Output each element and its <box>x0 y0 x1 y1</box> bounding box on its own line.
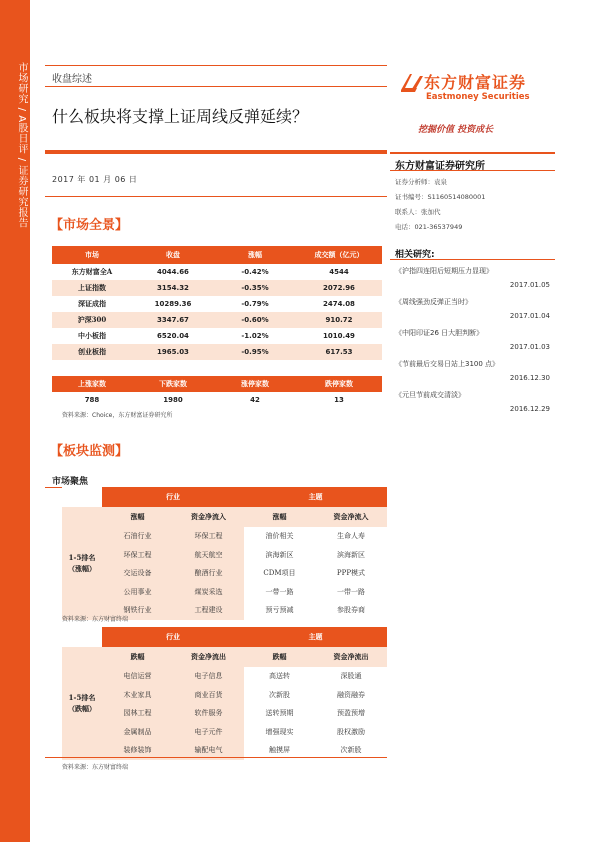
table-row <box>62 546 387 565</box>
column-header: 下跌家数 <box>132 376 214 392</box>
theme-outflow: 预盈预增 <box>337 709 365 718</box>
table-row <box>52 312 382 328</box>
sub-header: 涨幅 <box>102 507 173 527</box>
theme-inflow: 参股券商 <box>337 606 365 615</box>
page-title: 什么板块将支撑上证周线反弹延续？ <box>52 107 309 126</box>
breadth-header-row <box>52 376 382 392</box>
industry-inflow: 环保工程 <box>173 527 244 546</box>
table-row <box>52 344 382 360</box>
market-name: 创业板指 <box>52 344 132 360</box>
institute-rule <box>390 152 555 154</box>
turnover-value: 2072.96 <box>296 280 382 296</box>
change-value: -0.79% <box>241 300 269 308</box>
turnover-value: 617.53 <box>296 344 382 360</box>
table-row <box>52 392 382 408</box>
industry-outflow: 输配电气 <box>173 741 244 760</box>
decline-count: 1980 <box>163 396 183 404</box>
market-name: 沪深300 <box>52 312 132 328</box>
industry-gainer: 环保工程 <box>102 546 173 565</box>
breadth-table <box>52 376 382 408</box>
related-item-date: 2017.01.04 <box>509 312 550 320</box>
column-header: 涨停家数 <box>214 376 296 392</box>
industry-loser: 金属制品 <box>102 723 173 742</box>
contact-info: 联系人：张加代 <box>395 208 441 216</box>
table-row <box>52 296 382 312</box>
rank-label: 1-5排名（涨幅） <box>62 507 102 620</box>
theme-inflow: 滨海新区 <box>337 550 365 559</box>
market-name: 东方财富全A <box>71 267 113 276</box>
sub-header: 资金净流出 <box>315 647 387 667</box>
phone-info: 电话：021-36537949 <box>395 223 463 231</box>
sub-header: 跌幅 <box>102 647 173 667</box>
related-item-title[interactable]: 《节前最后交易日站上3100 点》 <box>395 360 500 368</box>
section-label: 收盘综述 <box>52 74 92 85</box>
losers-table <box>62 627 387 760</box>
close-value: 4044.66 <box>157 268 189 276</box>
sub-header-row <box>62 507 387 527</box>
group-header-row <box>62 627 387 647</box>
column-header: 收盘 <box>132 246 214 264</box>
market-heading: 【市场全景】 <box>50 218 129 233</box>
industry-loser: 电信运营 <box>102 667 173 686</box>
column-header: 成交额（亿元） <box>296 246 382 264</box>
sub-header: 资金净流入 <box>173 507 244 527</box>
theme-inflow: PPP模式 <box>336 569 366 578</box>
close-value: 10289.36 <box>154 300 192 308</box>
column-header: 市场 <box>52 246 132 264</box>
rank-label: 1-5排名（跌幅） <box>62 647 102 760</box>
column-header: 跌停家数 <box>296 376 382 392</box>
related-item-title[interactable]: 《中阳印证26 日大胆判断》 <box>395 329 484 337</box>
industry-outflow: 电子元件 <box>173 723 244 742</box>
theme-loser: 增强现实 <box>265 727 294 736</box>
change-value: -0.95% <box>214 344 296 360</box>
turnover-value: 2474.08 <box>323 300 355 308</box>
related-item-date: 2016.12.30 <box>509 374 550 382</box>
table-row <box>62 527 387 546</box>
market-name: 中小板指 <box>78 331 106 340</box>
theme-outflow: 深股通 <box>340 672 362 681</box>
industry-loser: 装修装饰 <box>102 741 173 760</box>
brand-name-cn: 东方财富证券 <box>424 73 527 92</box>
group-header: 行业 <box>102 627 244 647</box>
close-value: 6520.04 <box>157 332 189 340</box>
table-row <box>62 686 387 705</box>
related-title: 相关研究: <box>395 250 435 260</box>
table-row <box>52 280 382 296</box>
sub-header: 资金净流出 <box>173 647 244 667</box>
related-item-date: 2017.01.03 <box>509 343 550 351</box>
limit-up-count: 42 <box>250 396 260 404</box>
market-name: 上证指数 <box>52 280 132 296</box>
institute-name: 东方财富证券研究所 <box>395 161 485 172</box>
sidebar-text: 市场研究 / A股日评 / 证券研究报告 <box>16 62 27 229</box>
change-value: -1.02% <box>241 332 269 340</box>
theme-loser: 触摸屏 <box>269 746 290 755</box>
cert-info: 证书编号：S1160514080001 <box>395 193 486 201</box>
sub-header-row <box>62 647 387 667</box>
industry-gainer: 石油行业 <box>102 527 173 546</box>
theme-gainer: 滨海新区 <box>265 550 294 559</box>
column-header: 涨幅 <box>214 246 296 264</box>
industry-outflow: 电子信息 <box>173 667 244 686</box>
industry-outflow: 商业百货 <box>173 686 244 705</box>
table-row <box>62 723 387 742</box>
industry-gainer: 公用事业 <box>102 583 173 602</box>
change-value: -0.35% <box>214 280 296 296</box>
industry-outflow: 软件服务 <box>173 704 244 723</box>
table-row <box>62 583 387 602</box>
sub-header: 跌幅 <box>244 647 315 667</box>
date-rule <box>45 196 387 197</box>
turnover-value: 1010.49 <box>323 332 355 340</box>
market-source: 资料来源：Choice，东方财富证券研究所 <box>62 412 173 419</box>
analyst-info: 证券分析师：袁泉 <box>395 178 447 186</box>
limit-down-count: 13 <box>334 396 344 404</box>
theme-gainer: 一带一路 <box>265 587 294 596</box>
industry-inflow: 酿酒行业 <box>173 564 244 583</box>
industry-loser: 园林工程 <box>102 704 173 723</box>
gainers-source: 资料来源：东方财富终端 <box>62 616 129 623</box>
table-row <box>62 667 387 686</box>
table-row <box>62 564 387 583</box>
logo-icon <box>398 70 424 96</box>
turnover-value: 4544 <box>329 268 349 276</box>
theme-outflow: 次新股 <box>340 746 362 755</box>
market-header-row <box>52 246 382 264</box>
related-item-title[interactable]: 《元旦节前成交清淡》 <box>395 391 465 399</box>
theme-inflow: 生命人寿 <box>337 532 365 541</box>
group-header: 行业 <box>102 487 244 507</box>
sector-heading: 【板块监测】 <box>50 444 129 459</box>
institute-underline <box>390 170 555 171</box>
industry-gainer: 钢铁行业 <box>102 601 173 620</box>
column-header: 上涨家数 <box>52 376 132 392</box>
table-row <box>52 264 382 280</box>
report-date: 2017 年 01 月 06 日 <box>52 175 138 184</box>
sidebar <box>0 0 30 842</box>
change-value: -0.60% <box>214 312 296 328</box>
section-rule <box>45 86 387 87</box>
industry-inflow: 煤炭采选 <box>173 583 244 602</box>
theme-outflow: 融资融券 <box>337 690 365 699</box>
change-value: -0.42% <box>241 268 269 276</box>
top-rule <box>45 65 387 66</box>
industry-inflow: 工程建设 <box>173 601 244 620</box>
related-rule <box>390 259 555 260</box>
related-item-date: 2016.12.29 <box>509 405 550 413</box>
gainers-table <box>62 487 387 620</box>
group-header: 主题 <box>244 627 387 647</box>
theme-inflow: 一带一路 <box>337 587 365 596</box>
industry-gainer: 交运设备 <box>102 564 173 583</box>
close-value: 1965.03 <box>132 344 214 360</box>
group-header: 主题 <box>244 487 387 507</box>
theme-gainer: 油价相关 <box>265 532 294 541</box>
theme-outflow: 股权激励 <box>337 727 365 736</box>
close-value: 3347.67 <box>132 312 214 328</box>
industry-inflow: 航天航空 <box>173 546 244 565</box>
sector-subheading: 市场聚焦 <box>52 477 89 487</box>
market-table <box>52 246 382 360</box>
table-row <box>52 328 382 344</box>
market-name: 深证成指 <box>78 299 106 308</box>
theme-loser: 送转预期 <box>265 709 294 718</box>
turnover-value: 910.72 <box>296 312 382 328</box>
title-bar <box>45 150 387 154</box>
sub-header: 资金净流入 <box>315 507 387 527</box>
losers-source: 资料来源：东方财富终端 <box>62 764 129 771</box>
brand-name-en: Eastmoney Securities <box>426 92 530 102</box>
advance-count: 788 <box>84 396 100 404</box>
theme-gainer: CDM项目 <box>263 569 296 578</box>
theme-gainer: 预亏预减 <box>265 606 294 615</box>
related-item-title[interactable]: 《沪指四连阳后短期压力显现》 <box>395 267 493 275</box>
theme-loser: 次新股 <box>269 690 290 699</box>
related-item-date: 2017.01.05 <box>509 281 550 289</box>
sub-header: 涨幅 <box>244 507 315 527</box>
bottom-rule <box>45 757 387 758</box>
close-value: 3154.32 <box>132 280 214 296</box>
related-item-title[interactable]: 《周线强劲反弹正当时》 <box>395 298 472 306</box>
theme-loser: 高送转 <box>269 672 290 681</box>
brand-slogan: 挖掘价值 投资成长 <box>418 125 494 135</box>
table-row <box>62 704 387 723</box>
group-header-row <box>62 487 387 507</box>
industry-loser: 木业家具 <box>102 686 173 705</box>
